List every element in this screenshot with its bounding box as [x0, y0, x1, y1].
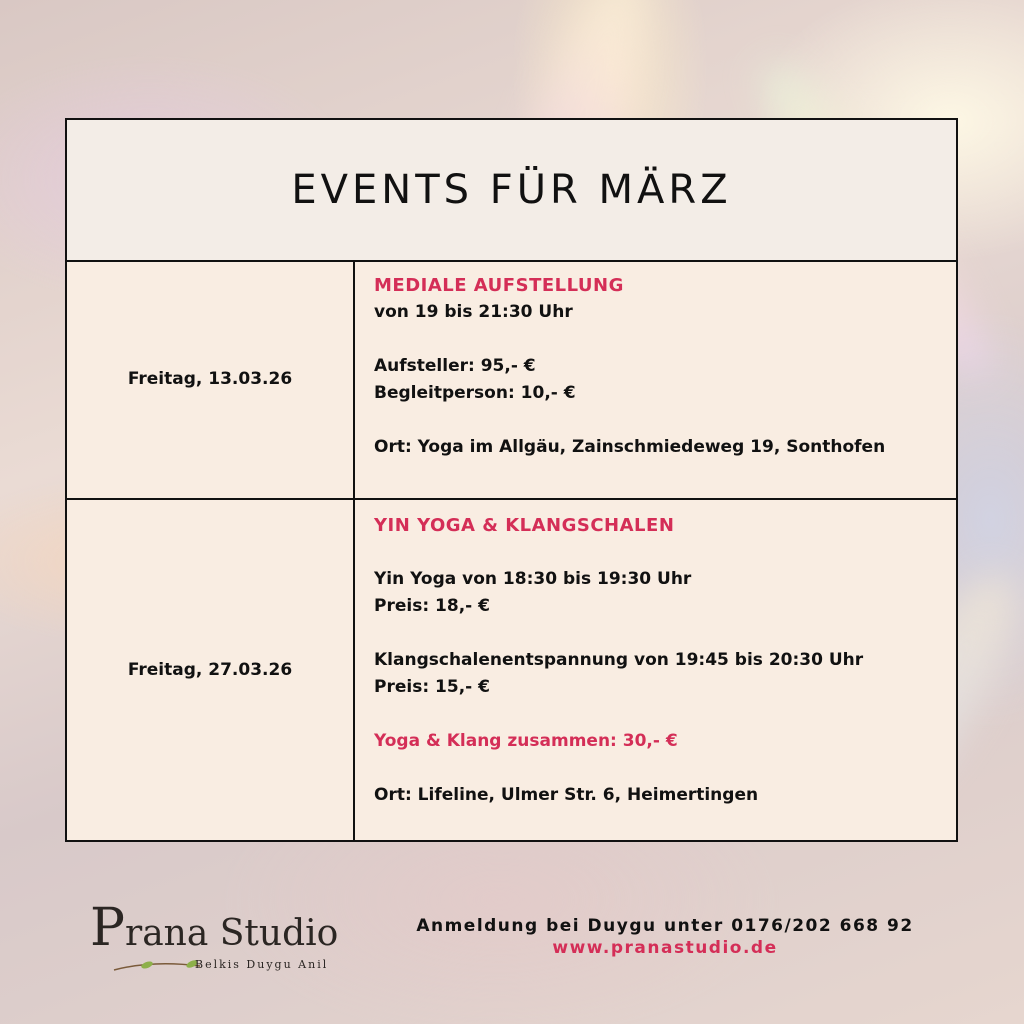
logo-wordmark: Prana Studio	[90, 898, 339, 958]
event-location: Ort: Yoga im Allgäu, Zainschmiedeweg 19, Sonthofen	[374, 437, 886, 457]
events-table	[65, 118, 958, 842]
event-title: MEDIALE AUFSTELLUNG	[374, 275, 624, 296]
table-header	[67, 120, 956, 262]
leaf-icon	[112, 956, 202, 976]
event-title: YIN YOGA & KLANGSCHALEN	[374, 515, 675, 536]
event-price: Preis: 18,- €	[374, 596, 490, 616]
event-part: Klangschalenentspannung von 19:45 bis 20:30 Uhr	[374, 650, 864, 670]
event-details	[374, 500, 946, 840]
event-date: Freitag, 27.03.26	[67, 500, 355, 840]
event-details	[374, 260, 946, 498]
event-price: Aufsteller: 95,- €	[374, 356, 536, 376]
registration-info: Anmeldung bei Duygu unter 0176/202 668 92	[416, 916, 914, 936]
combo-price: Yoga & Klang zusammen: 30,- €	[374, 731, 678, 751]
event-row	[67, 500, 956, 840]
logo-subtitle: Belkis Duygu Anil	[195, 958, 329, 971]
event-row	[67, 260, 956, 500]
event-part: Yin Yoga von 18:30 bis 19:30 Uhr	[374, 569, 692, 589]
event-price: Preis: 15,- €	[374, 677, 490, 697]
footer	[385, 916, 945, 958]
website-link[interactable]: www.pranastudio.de	[552, 938, 778, 958]
event-location: Ort: Lifeline, Ulmer Str. 6, Heimertingen	[374, 785, 759, 805]
event-price: Begleitperson: 10,- €	[374, 383, 576, 403]
prana-studio-logo	[90, 898, 350, 978]
event-time: von 19 bis 21:30 Uhr	[374, 302, 573, 322]
event-date: Freitag, 13.03.26	[67, 260, 355, 498]
page-title: EVENTS FÜR MÄRZ	[291, 167, 732, 213]
